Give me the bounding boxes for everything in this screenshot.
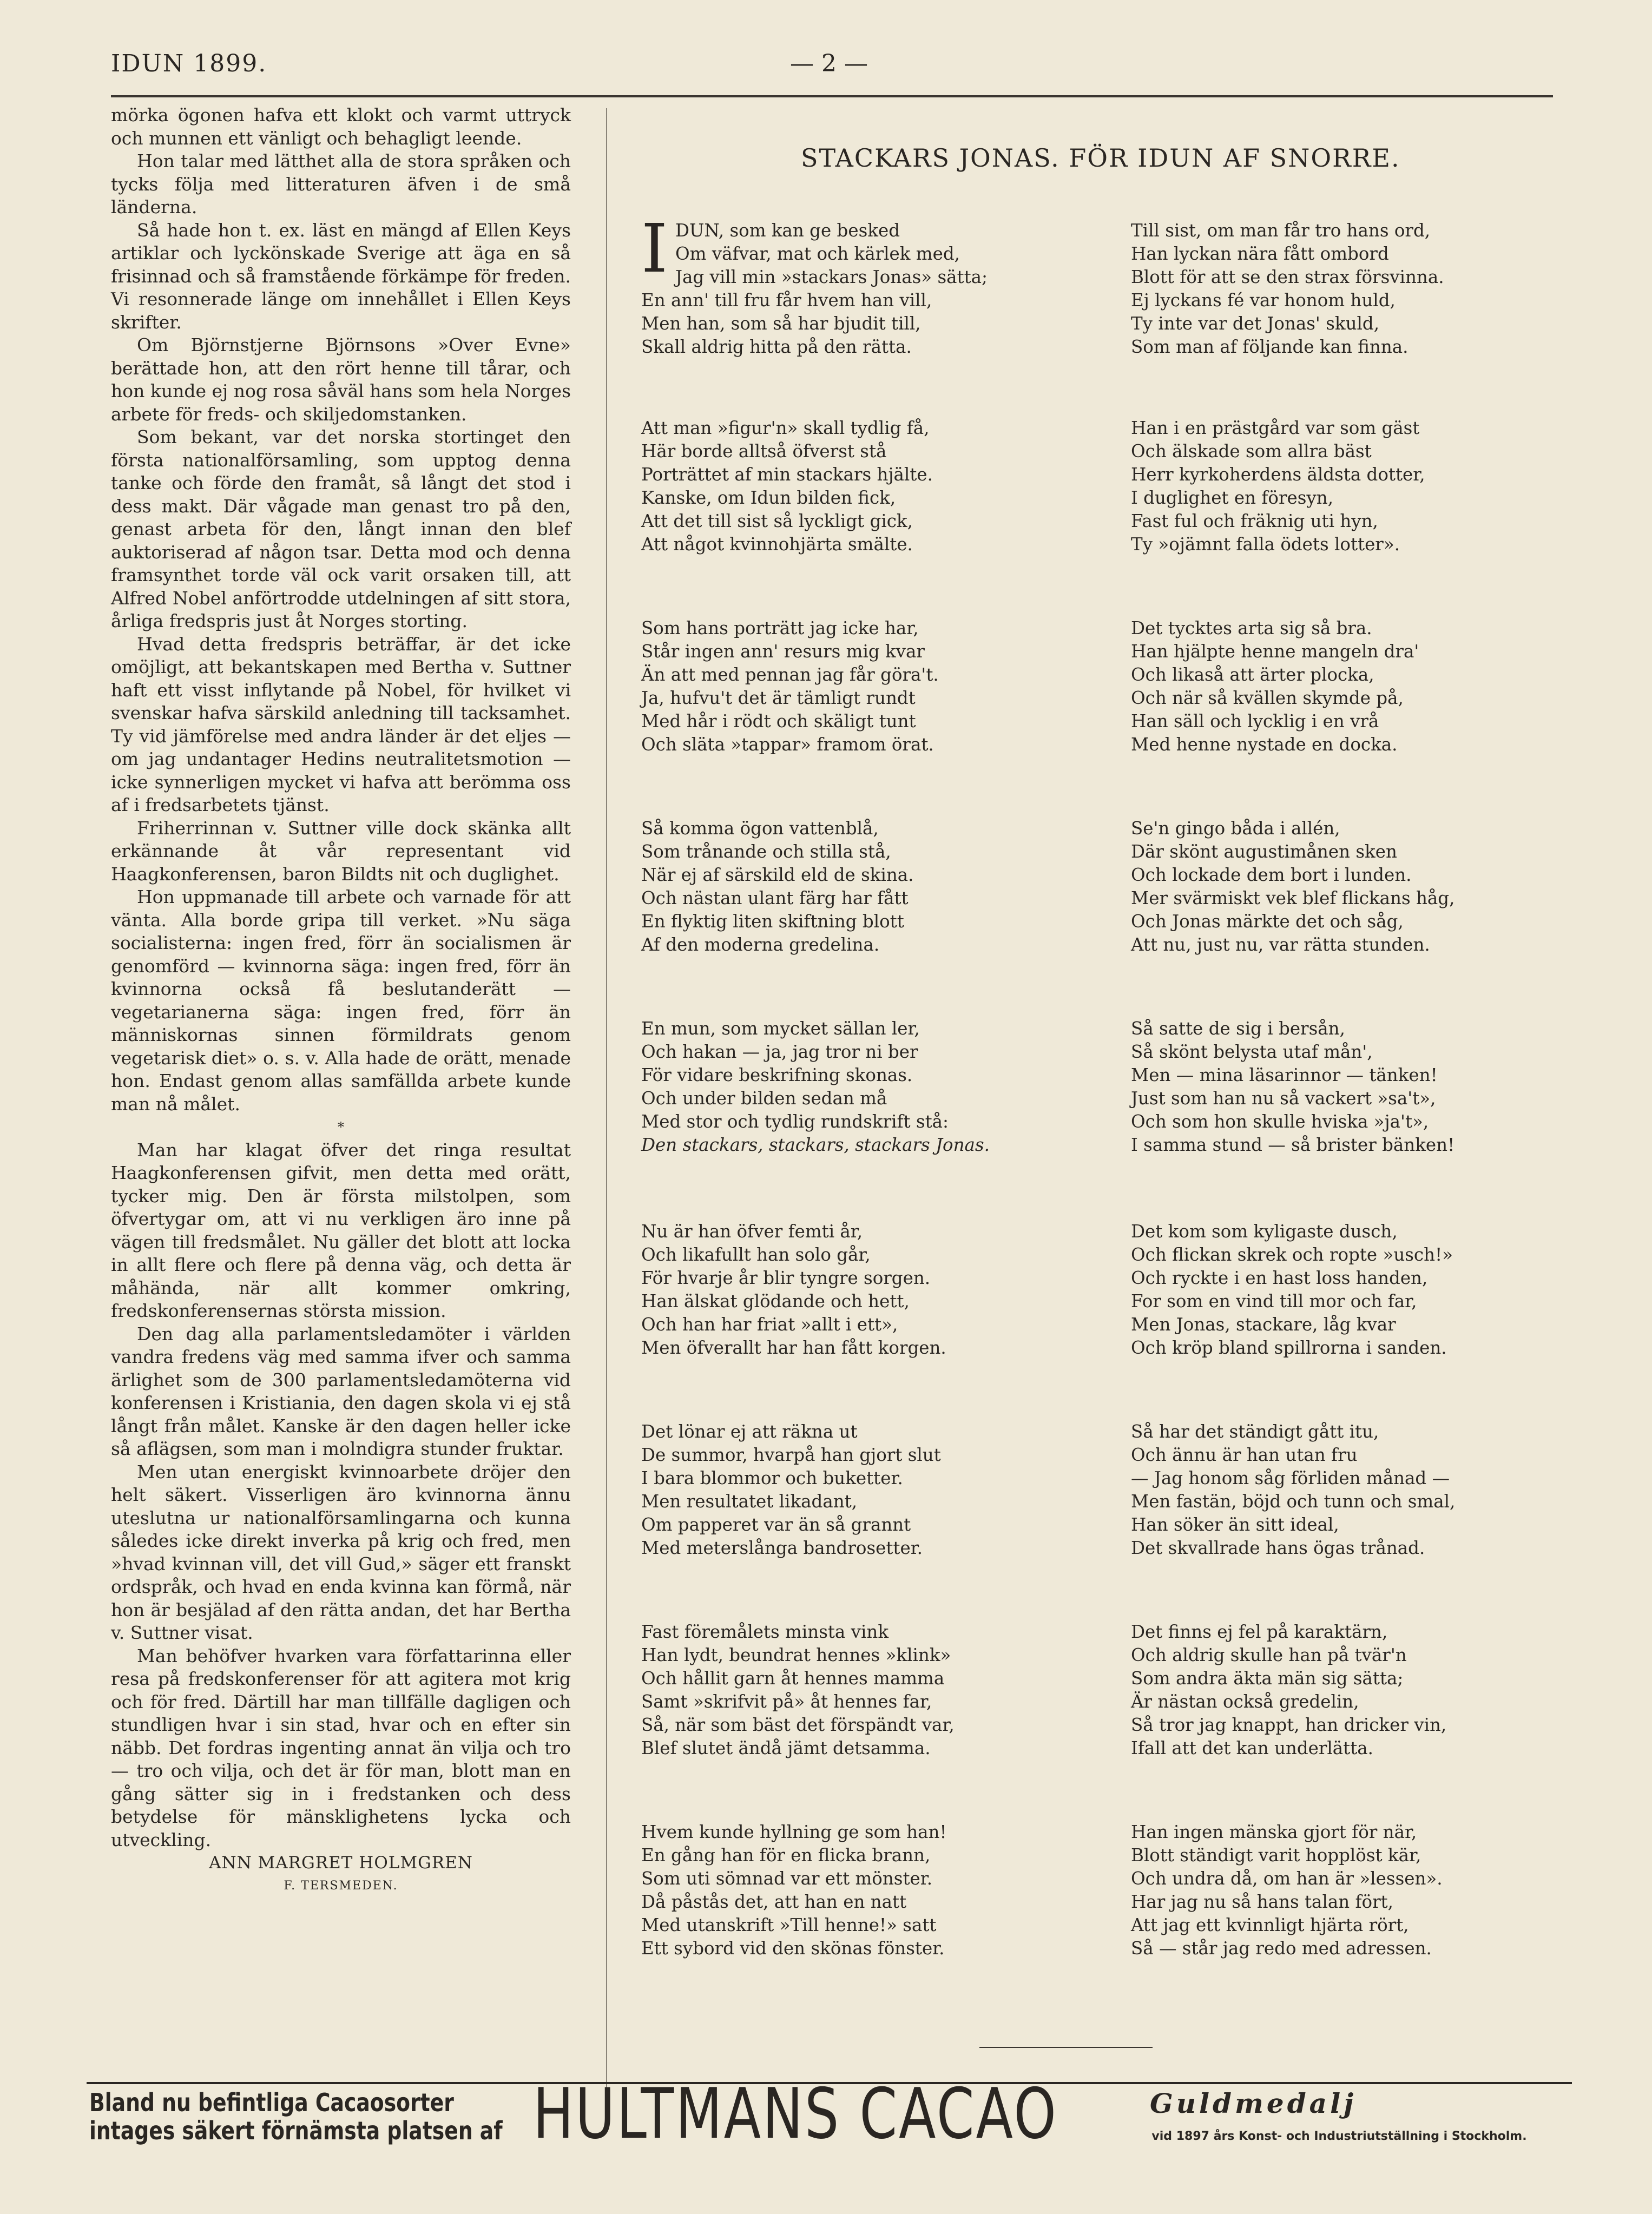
poem-line: Med meterslånga bandrosetter. [641,1538,923,1558]
poem-line: Porträttet af min stackars hjälte. [641,464,933,485]
article-column [111,104,571,1897]
poem-stanza [641,1620,955,1760]
poem-line: Det finns ej fel på karaktärn, [1131,1622,1388,1642]
article-paragraph: Så hade hon t. ex. läst en mängd af Ellen Keys artiklar och lyckönskade Sverige att äga en så frisinnad och så framstående förkämpe för freden. Vi resonnerade länge om innehållet i Ellen Keys skrifter. [111,219,571,333]
poem-line: Som andra äkta män sig sätta; [1131,1668,1404,1689]
poem-line: Af den moderna gredelina. [641,934,880,955]
poem-line: Som trånande och stilla stå, [641,841,891,862]
poem-line: Han i en prästgård var som gäst [1131,418,1420,438]
poem-line: När ej af särskild eld de skina. [641,865,914,885]
poem-stanza [641,617,939,756]
poem-line: Och älskade som allra bäst [1131,441,1372,462]
poem-line: Och som hon skulle hviska »ja't», [1131,1111,1429,1132]
poem-stanza [1131,1017,1454,1157]
masthead-title: IDUN 1899. [111,50,267,77]
poem-line: Det skvallrade hans ögas trånad. [1131,1538,1425,1558]
poem-title: STACKARS JONAS. FÖR IDUN AF SNORRE. [801,143,1400,173]
poem-stanza [1131,1821,1443,1960]
poem-line: En ann' till fru får hvem han vill, [641,290,932,311]
poem-line: Än att med pennan jag får göra't. [641,664,939,685]
poem-stanza [641,1821,947,1960]
poem-line: Ifall att det kan underlätta. [1131,1738,1373,1758]
poem-stanza [1131,219,1444,359]
poem-line: I bara blommor och buketter. [641,1468,903,1488]
poem-line: Då påstås det, att han en natt [641,1892,907,1912]
poem-stanza [641,1420,941,1560]
article-paragraph: Man behöfver hvarken vara författarinna eller resa på fredskonferenser för att agitera mot krig och för fred. Därtill har man tillfälle dagligen och stundligen hvar i sin stad, hvar och en efter sin näbb. Det fordras ingenting annat än vilja och tro — tro och vilja, och det är för man, blott man en gång sätter sig in i fredstanken och dess betydelse för mänsklighetens lycka och utveckling. [111,1645,571,1850]
author-signature: ANN MARGRET HOLMGREN [209,1853,473,1873]
poem-stanza [1131,1220,1453,1360]
poem-line: Blott för att se den strax försvinna. [1131,267,1444,287]
poem-line: Och aldrig skulle han på tvär'n [1131,1645,1407,1665]
article-paragraph: Friherrinnan v. Suttner ville dock skänka allt erkännande åt vår representant vid Haagkonferensen, baron Bildts nit och duglighet. [111,817,571,885]
poem-line: Han älskat glödande och hett, [641,1291,910,1312]
column-divider [606,108,607,2088]
poem-line: Så skönt belysta utaf mån', [1131,1042,1373,1062]
poem-line: Nu är han öfver femti år, [641,1221,863,1242]
poem-line: Ty »ojämnt falla ödets lotter». [1131,534,1400,555]
page-number: — 2 — [790,50,868,77]
article-paragraph: Den dag alla parlamentsledamöter i världen vandra fredens väg med samma ifver och samma ärlighet som de 300 parlamentsledamöterna vid konferensen i Kristiania, den dagen skola vi ej stå långt från målet. Kanske är den dagen heller icke så aflägsen, som man i molndigra stunder fruktar. [111,1323,571,1459]
author-signature-secondary: F. TERSMEDEN. [284,1879,398,1893]
poem-line: Blef slutet ändå jämt detsamma. [641,1738,931,1758]
poem-line: Och under bilden sedan må [641,1088,887,1109]
poem-line: Och likafullt han solo går, [641,1244,871,1265]
poem-line: Med henne nystade en docka. [1131,734,1398,755]
poem-line: Har jag nu så hans talan fört, [1131,1892,1393,1912]
poem-stanza [641,210,988,359]
poem-line: Står ingen ann' resurs mig kvar [641,641,925,662]
poem-line: För hvarje år blir tyngre sorgen. [641,1268,931,1288]
poem-line: Och undra då, om han är »lessen». [1131,1868,1443,1889]
poem-line: Han hjälpte henne mangeln dra' [1131,641,1419,662]
poem-line: Och nästan ulant färg har fått [641,888,909,908]
poem-line: Att nu, just nu, var rätta stunden. [1131,934,1430,955]
poem-stanza [641,417,933,556]
poem-line: Om papperet var än så grannt [641,1514,911,1535]
poem-stanza [1131,417,1425,556]
poem-stanza [1131,817,1454,957]
poem-line: — Jag honom såg förliden månad — [1131,1468,1450,1488]
poem-line: Blott ständigt varit hopplöst kär, [1131,1845,1421,1866]
poem-line: Här borde alltså öfverst stå [641,441,887,462]
poem-line: Att man »figur'n» skall tydlig få, [641,418,930,438]
poem-line: Att något kvinnohjärta smälte. [641,534,913,555]
section-separator: * [338,1119,344,1135]
article-paragraph: Hon uppmanade till arbete och varnade för att vänta. Alla borde gripa till verket. »Nu säga socialisterna: ingen fred, förr än socialismen är genomförd — kvinnorna säga: ingen fred, förr än kvinnorna också få beslutanderätt — vegetarianerna säga: ingen fred, förr än människornas sinnen förmildrats genom vegetarisk diet» o. s. v. Alla hade de orätt, menade hon. Endast genom allas samfällda arbete kunde man nå målet. [111,886,571,1115]
poem-line: Där skönt augustimånen sken [1131,841,1397,862]
poem-line: Och han har friat »allt i ett», [641,1314,898,1335]
poem-line: Fast föremålets minsta vink [641,1622,889,1642]
poem-line: Skall aldrig hitta på den rätta. [641,337,912,357]
poem-stanza [641,817,913,957]
article-paragraph: Men utan energiskt kvinnoarbete dröjer den helt säkert. Visserligen äro kvinnorna ännu uteslutna ur nationalförsamlingarna och kunna således icke direkt inverka på krig och fred, men »hvad kvinnan vill, det vill Gud,» säger ett franskt ordspråk, och hvad en enda kvinna kan förmå, när hon är besjälad af den rätta andan, det har Bertha v. Suttner visat. [111,1461,571,1643]
advertisement-slogan-line: Bland nu befintliga Cacaosorter [89,2088,454,2117]
poem-line: Och släta »tappar» framom örat. [641,734,934,755]
poem-line: Han söker än sitt ideal, [1131,1514,1339,1535]
poem-line: Han ingen mänska gjort för när, [1131,1822,1417,1842]
poem-line: Och likaså att ärter plocka, [1131,664,1374,685]
poem-stanza [641,1220,946,1360]
poem-line: Så satte de sig i bersån, [1131,1018,1345,1039]
article-paragraph: Hon talar med lätthet alla de stora språken och tycks följa med litteraturen äfven i de små länderna. [111,150,571,218]
article-paragraph: Som bekant, var det norska stortinget den första nationalförsamling, som upptog denna tanke och förde den framåt, så långt det stod i dess makt. Där vågade man genast tro på den, genast arbeta för den, långt innan den blef auktoriserad af någon tsar. Detta mod och denna framsynthet torde väl ock varit orsaken till, att Alfred Nobel anförtrodde utdelningen af sitt stora, årliga fredspris just åt Norges storting. [111,426,571,631]
poem-line: Att det till sist så lyckligt gick, [641,511,913,531]
poem-line: Med hår i rödt och skäligt tunt [641,711,916,732]
article-paragraph: mörka ögonen hafva ett klokt och varmt uttryck och munnen ett vänligt och behagligt leende. [111,104,571,149]
poem-line: I duglighet en föresyn, [1131,487,1334,508]
advertisement-slogan [89,2088,503,2145]
poem-line: Och kröp bland spillrorna i sanden. [1131,1337,1447,1358]
poem-line: Och flickan skrek och ropte »usch!» [1131,1244,1453,1265]
article-paragraph: Man har klagat öfver det ringa resultat Haagkonferensen gifvit, men detta med orätt, tycker mig. Den är första milstolpen, som öfvertygar om, att vi nu verkligen äro inne på vägen till fredsmålet. Nu gäller det blott att locka in allt flere och flere på denna väg, och detta är måhända, när allt kommer omkring, fredskonferensernas största mission. [111,1139,571,1321]
poem-line: Och ännu är han utan fru [1131,1445,1358,1465]
poem-line: Som uti sömnad var ett mönster. [641,1868,933,1889]
poem-line: Så — står jag redo med adressen. [1131,1938,1432,1959]
header-rule [111,95,1553,97]
poem-line: Så har det ständigt gått itu, [1131,1421,1379,1442]
poem-line: Om väfvar, mat och kärlek med, [675,243,960,264]
poem-line: En flyktig liten skiftning blott [641,911,904,932]
drop-cap: I [641,210,668,288]
poem-line: Se'n gingo båda i allén, [1131,818,1340,839]
poem-line: Med stor och tydlig rundskrift stå: [641,1111,949,1132]
poem-line: Som man af följande kan finna. [1131,337,1409,357]
article-paragraph: Om Björnstjerne Björnsons »Over Evne» berättade hon, att den rört henne till tårar, och hon kunde ej nog rosa såväl hans som hela Norges arbete för freds- och skiljedomstanken. [111,334,571,425]
poem-end-rule [979,2047,1153,2048]
poem-line: Och när så kvällen skymde på, [1131,688,1404,708]
poem-line: Så, när som bäst det förspändt var, [641,1715,955,1735]
poem-line: For som en vind till mor och far, [1131,1291,1417,1312]
poem-line: Och hållit garn åt hennes mamma [641,1668,945,1689]
poem-line: Det lönar ej att räkna ut [641,1421,858,1442]
poem-line: Att jag ett kvinnligt hjärta rört, [1131,1915,1409,1935]
poem-line: Fast ful och fräknig uti hyn, [1131,511,1378,531]
poem-line: Som hans porträtt jag icke har, [641,618,919,638]
poem-line: Men — mina läsarinnor — tänken! [1131,1065,1438,1085]
poem-line: Han lyckan nära fått ombord [1131,243,1389,264]
poem-line: DUN, som kan ge besked [675,220,900,241]
poem-line: Med utanskrift »Till henne!» satt [641,1915,937,1935]
poem-stanza [1131,617,1419,756]
article-paragraph: Hvad detta fredspris beträffar, är det icke omöjligt, att bekantskapen med Bertha v. Suttner haft ett visst inflytande på Nobel, för hvilket vi svenskar hafva särskild anledning till tacksamhet. Ty vid jämförelse med andra länder är det eljes — om jag undantager Hedins neutralitetsmotion — icke synnerligen mycket vi hafva att berömma oss af i fredsarbetets tjänst. [111,633,571,815]
poem-line: Ett sybord vid den skönas fönster. [641,1938,945,1959]
poem-line: Ja, hufvu't det är tämligt rundt [641,688,916,708]
poem-line: Hvem kunde hyllning ge som han! [641,1822,947,1842]
poem-line: Till sist, om man får tro hans ord, [1131,220,1431,241]
poem-line: Men han, som så har bjudit till, [641,313,921,334]
poem-line: Men fastän, böjd och tunn och smal, [1131,1491,1456,1512]
advertisement-medal-caption: vid 1897 års Konst- och Industriutställning i Stockholm. [1151,2130,1527,2143]
poem-line: Det kom som kyligaste dusch, [1131,1221,1398,1242]
poem-line: Är nästan också gredelin, [1131,1691,1359,1712]
poem-line: Så tror jag knappt, han dricker vin, [1131,1715,1447,1735]
poem-line: I samma stund — så brister bänken! [1131,1135,1455,1155]
poem-line: Jag vill min »stackars Jonas» sätta; [675,267,988,287]
poem-line: Det tycktes arta sig så bra. [1131,618,1372,638]
poem-line: Och hakan — ja, jag tror ni ber [641,1042,918,1062]
poem-line: Kanske, om Idun bilden fick, [641,487,896,508]
advertisement-slogan-line: intages säkert förnämsta platsen af [89,2116,503,2145]
poem-line: Han lydt, beundrat hennes »klink» [641,1645,951,1665]
poem-line: Men öfverallt har han fått korgen. [641,1337,946,1358]
poem-stanza [641,1017,990,1157]
poem-line: Han säll och lycklig i en vrå [1131,711,1379,732]
poem-line: Och lockade dem bort i lunden. [1131,865,1412,885]
poem-line: Ej lyckans fé var honom huld, [1131,290,1396,311]
poem-line: Ty inte var det Jonas' skuld, [1131,313,1380,334]
poem-line: Den stackars, stackars, stackars Jonas. [641,1135,990,1155]
poem-line: Men Jonas, stackare, låg kvar [1131,1314,1396,1335]
advertisement-medal: Guldmedalj [1150,2087,1357,2119]
poem-line: Och Jonas märkte det och såg, [1131,911,1404,932]
poem-line: Just som han nu så vackert »sa't», [1131,1088,1436,1109]
poem-line: För vidare beskrifning skonas. [641,1065,913,1085]
poem-line: Mer svärmiskt vek blef flickans håg, [1131,888,1455,908]
poem-line: Men resultatet likadant, [641,1491,858,1512]
poem-line: Så komma ögon vattenblå, [641,818,879,839]
poem-stanza [1131,1620,1446,1760]
poem-stanza [1131,1420,1455,1560]
poem-line: En mun, som mycket sällan ler, [641,1018,920,1039]
poem-line: Och ryckte i en hast loss handen, [1131,1268,1428,1288]
poem-line: De summor, hvarpå han gjort slut [641,1445,941,1465]
advertisement-brand: HULTMANS CACAO [533,2074,1058,2154]
poem-line: Samt »skrifvit på» åt hennes far, [641,1691,932,1712]
poem-line: Herr kyrkoherdens äldsta dotter, [1131,464,1425,485]
poem-line: En gång han för en flicka brann, [641,1845,931,1866]
